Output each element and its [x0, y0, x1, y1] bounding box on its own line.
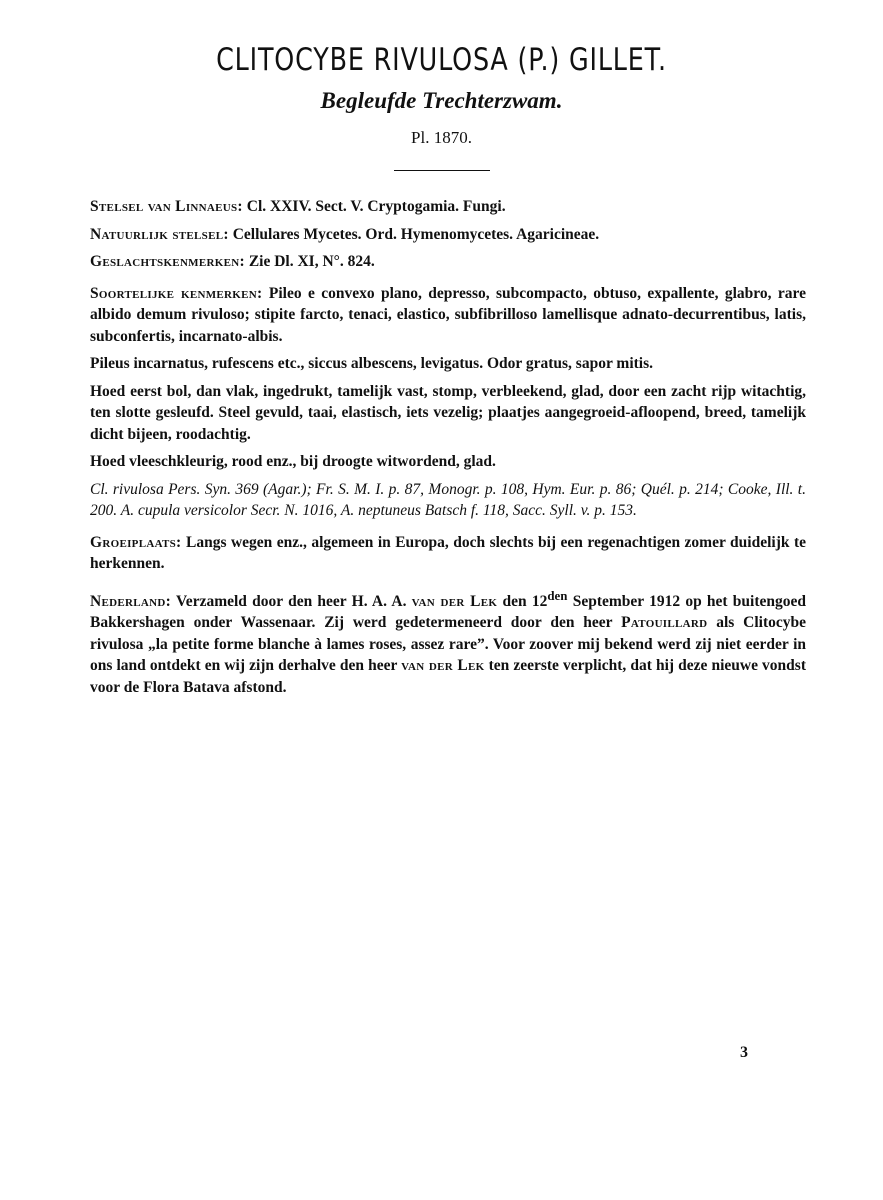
dutch-name: Begleufde Trechterzwam. — [320, 88, 563, 113]
references: Cl. rivulosa Pers. Syn. 369 (Agar.); Fr. S. M. I. p. 87, Monogr. p. 108, Hym. Eur. p. 86; Quél. p. 214; Cooke, Ill. t. 200. A. cupula versicolor Secr. N. 1016, A. neptuneus Batsch f. 118, Sacc. Syll. v. p. 153. — [90, 480, 806, 519]
nl-text-5: ten zeerste verplicht, dat hij deze nieuwe vondst voor de Flora Batava afstond. — [90, 657, 806, 696]
linnaeus-label: Stelsel van Linnaeus: — [90, 198, 243, 215]
species-dutch-2: Hoed vleeschkleurig, rood enz., bij droogte witwordend, glad. — [90, 453, 496, 470]
species-title: CLITOCYBE RIVULOSA (P.) GILLET. — [216, 42, 667, 78]
netherlands-record — [90, 585, 806, 699]
genus-line — [90, 251, 806, 273]
habitat-text: Langs wegen enz., algemeen in Europa, doch slechts bij een regenachtigen zomer duidelijk te herkennen. — [90, 533, 806, 572]
species-latin: Pileo e convexo plano, depresso, subcompacto, obtuso, expallente, glabro, rare albido demum rivuloso; stipite farcto, tenaci, elastico, subfibrilloso lamellisque adnato-decurrentibus, latis, subconfertis, incarnato-albis. — [90, 284, 806, 345]
natural-system-label: Natuurlijk stelsel: — [90, 225, 229, 243]
nl-text-1: Verzameld door den heer H. A. A. — [171, 592, 412, 610]
species-dutch: Hoed eerst bol, dan vlak, ingedrukt, tamelijk vast, stomp, verbleekend, glad, door een zacht rijp witachtig, ten slotte gesleufd. Steel gevuld, taai, elastisch, iets vezelig; plaatjes aangegroeid-afloopend, breed, tamelijk dicht bijeen, roodachtig. — [90, 382, 806, 443]
genus-label: Geslachtskenmerken: — [90, 253, 245, 270]
species-latin-2: Pileus incarnatus, rufescens etc., siccus albescens, levigatus. Odor gratus, sapor mitis. — [90, 355, 654, 372]
nl-date-suffix: den — [547, 587, 568, 603]
nl-collector-name: van der Lek — [411, 592, 498, 610]
page-number: 3 — [740, 1044, 748, 1061]
habitat — [90, 532, 806, 575]
plate-number: Pl. 1870. — [411, 128, 472, 147]
nl-text-3: September 1912 op het buitengoed Bakkershagen onder Wassenaar. Zij werd gedetermeneerd door den heer — [90, 592, 807, 632]
natural-system-text: Cellulares Mycetes. Ord. Hymenomycetes. Agaricineae. — [228, 225, 600, 243]
genus-text: Zie Dl. XI, N°. 824. — [244, 253, 375, 270]
nl-determiner-name: Patouillard — [621, 614, 708, 632]
divider — [394, 170, 490, 171]
netherlands-label: Nederland: — [90, 592, 172, 610]
species-description — [90, 283, 806, 348]
species-label: Soortelijke kenmerken: — [90, 284, 263, 302]
body-text — [90, 196, 806, 704]
habitat-label: Groeiplaats: — [90, 533, 182, 551]
nl-collector-name-2: van der Lek — [401, 657, 485, 675]
nl-text-4: als Clitocybe rivulosa „la petite forme blanche à lames roses, assez rare”. Voor zoover mij bekend werd zij niet eerder in ons land ontdekt en wij zijn derhalve den heer — [90, 614, 806, 675]
linnaeus-text: Cl. XXIV. Sect. V. Cryptogamia. Fungi. — [242, 198, 506, 215]
linnaeus-line — [90, 196, 806, 218]
nl-text-2: den 12 — [497, 592, 548, 610]
natural-system-line — [90, 224, 806, 246]
